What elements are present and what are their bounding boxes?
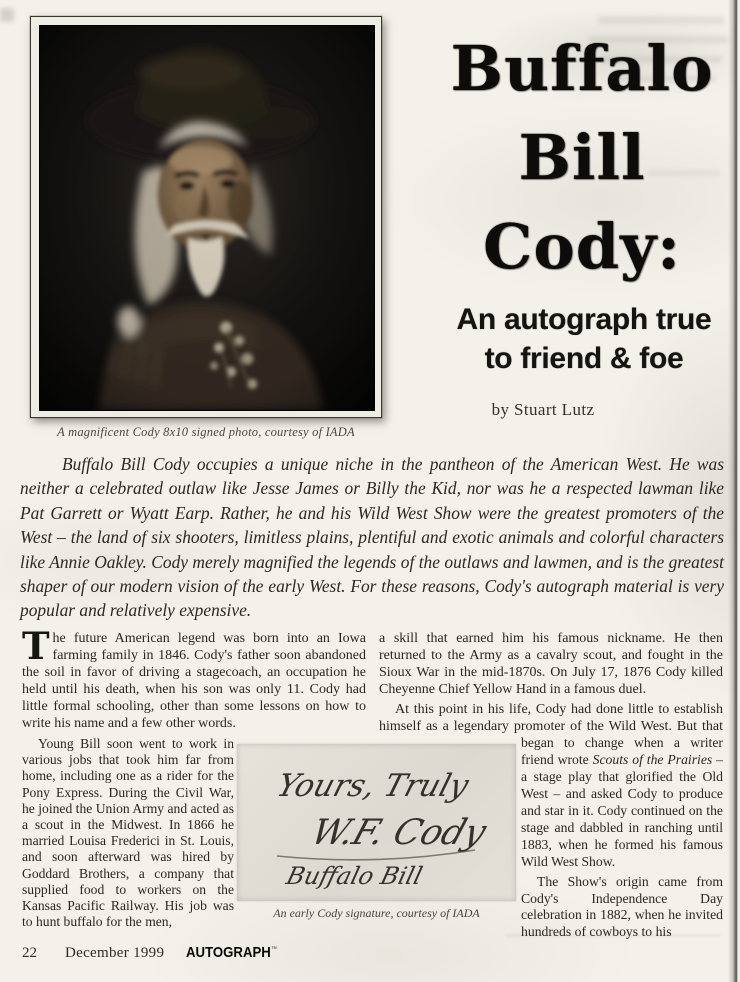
signature-line-2: W.F. Cody [306, 812, 492, 853]
cody-portrait-image [39, 25, 375, 411]
title-line-2: Bill [518, 121, 646, 194]
subtitle-line-1: An autograph true [456, 303, 712, 336]
portrait-illustration [40, 26, 374, 410]
intro-paragraph: Buffalo Bill Cody occupies a unique niche in the pantheon of the American West. He was neither a celebrated outlaw like Jesse James or Billy the Kid, nor was he a respected lawman like Pat Garrett or Wyatt Earp. Rather, he and his Wild West Show were the greatest promoters of the West – the land of six shooters, limitless plains, plentiful and exotic animals and colorful characters like Annie Oakley. Cody merely magnified the legends of the outlaws and lawmen, and is the greatest shaper of our modern vision of the early West. For these reasons, Cody's autograph material is very popular and relatively expensive. [20, 454, 724, 621]
cody-signature-image [237, 744, 516, 901]
signature-illustration [237, 744, 516, 901]
signature-line-1: Yours, Truly [272, 768, 473, 804]
signature-caption: An early Cody signature, courtesy of IADA [273, 906, 480, 920]
dropcap: T [22, 624, 50, 668]
left-paragraph-2: Young Bill soon went to work in various jobs that took him far from home, including one as a rider for the Pony Express. During the Civil War, he joined the Union Army and acted as a scout in the Midwest. In 1866 he married Louisa Frederici in St. Louis, and soon afterward was hired by Goddard Brothers, a company that supplied food to workers on the Kansas Pacific Railway. His job was to hunt buffalo for the men, [22, 736, 234, 930]
magazine-logo [186, 944, 277, 961]
book-title: Scouts of the Prairies [592, 752, 713, 767]
trademark-symbol: ™ [271, 946, 278, 953]
cody-portrait-photo [30, 16, 382, 418]
page-footer [22, 944, 722, 962]
article-title [420, 24, 740, 291]
title-line-1: Buffalo [450, 32, 714, 105]
bleedthrough-artifact [598, 16, 724, 24]
issue-date: December 1999 [65, 945, 165, 961]
signature-line-3: Buffalo Bill [283, 861, 426, 890]
photo-caption: A magnificent Cody 8x10 signed photo, courtesy of IADA [57, 425, 355, 439]
right-paragraph-3: The Show's origin came from Cody's Independence Day celebration in 1882, when he invited hundreds of cowboys to his [521, 874, 723, 939]
bleedthrough-artifact [0, 8, 14, 22]
right-paragraph-2-rest: – a stage play that glorified the Old West – and asked Cody to produce and star in it. Cody continued on the stage and dabbled in ranching until 1883, when he formed his famous Wild West Show. [521, 752, 723, 869]
byline: by Stuart Lutz [491, 400, 595, 419]
right-paragraph-2-wrap: began to change when a writer friend wrote [521, 735, 723, 767]
magazine-logo-text: AUTOGRAPH [186, 944, 272, 961]
article-subtitle [428, 300, 740, 378]
subtitle-line-2: to friend & foe [484, 342, 684, 375]
right-paragraph-1: a skill that earned him his famous nickname. He then returned to the Army as a cavalry scout, and fought in the Sioux War in the mid-1870s. On July 17, 1876 Cody killed Cheyenne Chief Yellow Hand in a famous duel. [379, 631, 723, 697]
title-line-3: Cody: [483, 210, 681, 283]
right-paragraph-2-start: At this point in his life, Cody had done little to establish himself as a legendary promoter of the Wild West. But that [379, 702, 723, 734]
left-paragraph-1-text: he future American legend was born into an Iowa farming family in 1846. Cody's father soon abandoned the soil in favor of driving a stagecoach, an occupation he held until his death, when his son was only 11. Cody had little formal schooling, other than some lessons on how to write his name and a few other words. [22, 631, 366, 731]
left-paragraph-1 [22, 624, 366, 732]
page-number: 22 [22, 945, 37, 961]
